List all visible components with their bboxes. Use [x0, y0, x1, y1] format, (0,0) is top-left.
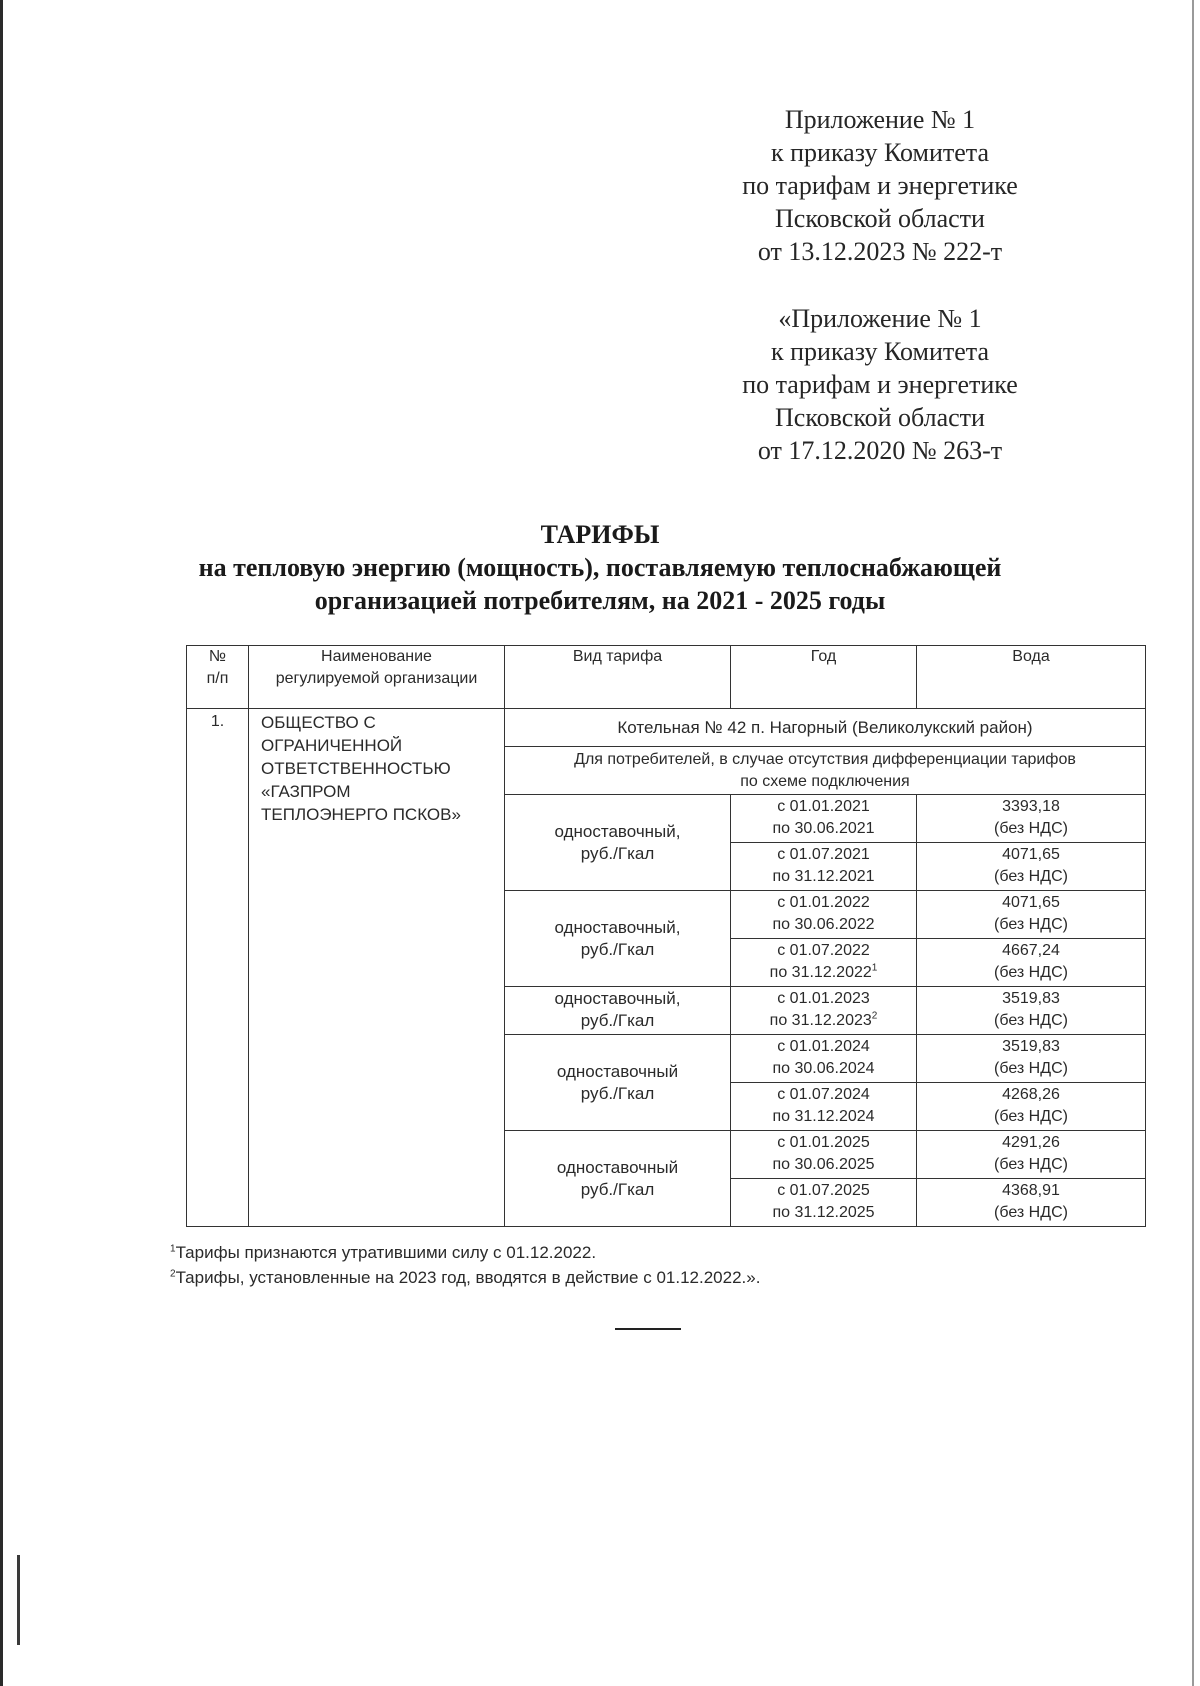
row-number: 1. [187, 709, 249, 1227]
tariff-type: одноставочный руб./Гкал [505, 1035, 731, 1131]
footnote: $^1$Тарифы признаются утратившими силу с 01.12.2022. [170, 1243, 597, 1262]
tariff-type: одноставочный руб./Гкал [505, 1131, 731, 1227]
period: с 01.07.2022 по 31.12.2022$^1$ [731, 939, 917, 987]
document-title [150, 518, 1050, 617]
title-line: на тепловую энергию (мощность), поставляемую теплоснабжающей [198, 553, 1002, 582]
tariff-value: 4667,24 (без НДС) [917, 939, 1146, 987]
table-row [187, 709, 1146, 747]
tariff-type: одноставочный, руб./Гкал [505, 795, 731, 891]
footnote: $^2$Тарифы, установленные на 2023 год, вводятся в действие с 01.12.2022.». [170, 1268, 761, 1287]
title-line: организацией потребителям, на 2021 - 2025 годы [314, 586, 886, 615]
appendix-line: Псковской области [775, 204, 985, 233]
footnotes [170, 1240, 1070, 1290]
period: с 01.01.2022 по 30.06.2022 [731, 891, 917, 939]
header-number: № п/п [187, 646, 249, 709]
appendix-header-current [680, 103, 1080, 268]
period: с 01.01.2025 по 30.06.2025 [731, 1131, 917, 1179]
scan-edge-left [0, 0, 3, 1686]
tariff-value: 3393,18 (без НДС) [917, 795, 1146, 843]
tariff-value: 4368,91 (без НДС) [917, 1179, 1146, 1227]
tariff-value: 3519,83 (без НДС) [917, 1035, 1146, 1083]
scan-edge-right [1192, 0, 1194, 1686]
appendix-line: к приказу Комитета [770, 337, 989, 366]
appendix-line: от 13.12.2023 № 222-т [757, 237, 1003, 266]
consumer-group: Для потребителей, в случае отсутствия дифференциации тарифов по схеме подключения [505, 747, 1146, 795]
boiler-name: Котельная № 42 п. Нагорный (Великолукский район) [505, 709, 1146, 747]
tariff-table [186, 645, 1146, 1227]
tariff-value: 4291,26 (без НДС) [917, 1131, 1146, 1179]
period: с 01.01.2023 по 31.12.2023$^2$ [731, 987, 917, 1035]
tariff-value: 4071,65 (без НДС) [917, 891, 1146, 939]
title-line: ТАРИФЫ [540, 520, 660, 549]
period: с 01.07.2021 по 31.12.2021 [731, 843, 917, 891]
period: с 01.07.2025 по 31.12.2025 [731, 1179, 917, 1227]
appendix-line: Приложение № 1 [784, 105, 976, 134]
tariff-type: одноставочный, руб./Гкал [505, 891, 731, 987]
header-organization: Наименование регулируемой организации [249, 646, 505, 709]
tariff-value: 4071,65 (без НДС) [917, 843, 1146, 891]
tariff-value: 4268,26 (без НДС) [917, 1083, 1146, 1131]
footnote-mark: 1 [871, 962, 878, 974]
tariff-type: одноставочный, руб./Гкал [505, 987, 731, 1035]
appendix-line: «Приложение № 1 [778, 304, 982, 333]
end-rule [615, 1328, 681, 1330]
appendix-line: по тарифам и энергетике [742, 171, 1018, 200]
tariff-value: 3519,83 (без НДС) [917, 987, 1146, 1035]
organization-name: ОБЩЕСТВО С ОГРАНИЧЕННОЙ ОТВЕТСТВЕННОСТЬЮ «ГАЗПРОМ ТЕПЛОЭНЕРГО ПСКОВ» [249, 709, 505, 1227]
appendix-line: по тарифам и энергетике [742, 370, 1018, 399]
appendix-line: от 17.12.2020 № 263-т [757, 436, 1003, 465]
appendix-line: Псковской области [775, 403, 985, 432]
table-header-row [187, 646, 1146, 709]
header-water: Вода [917, 646, 1146, 709]
header-year: Год [731, 646, 917, 709]
header-tariff-type: Вид тарифа [505, 646, 731, 709]
appendix-header-original [680, 302, 1080, 467]
footnote-mark: 2 [871, 1010, 878, 1022]
appendix-line: к приказу Комитета [770, 138, 989, 167]
scan-mark-left [17, 1555, 20, 1645]
period: с 01.01.2024 по 30.06.2024 [731, 1035, 917, 1083]
period: с 01.07.2024 по 31.12.2024 [731, 1083, 917, 1131]
period: с 01.01.2021 по 30.06.2021 [731, 795, 917, 843]
